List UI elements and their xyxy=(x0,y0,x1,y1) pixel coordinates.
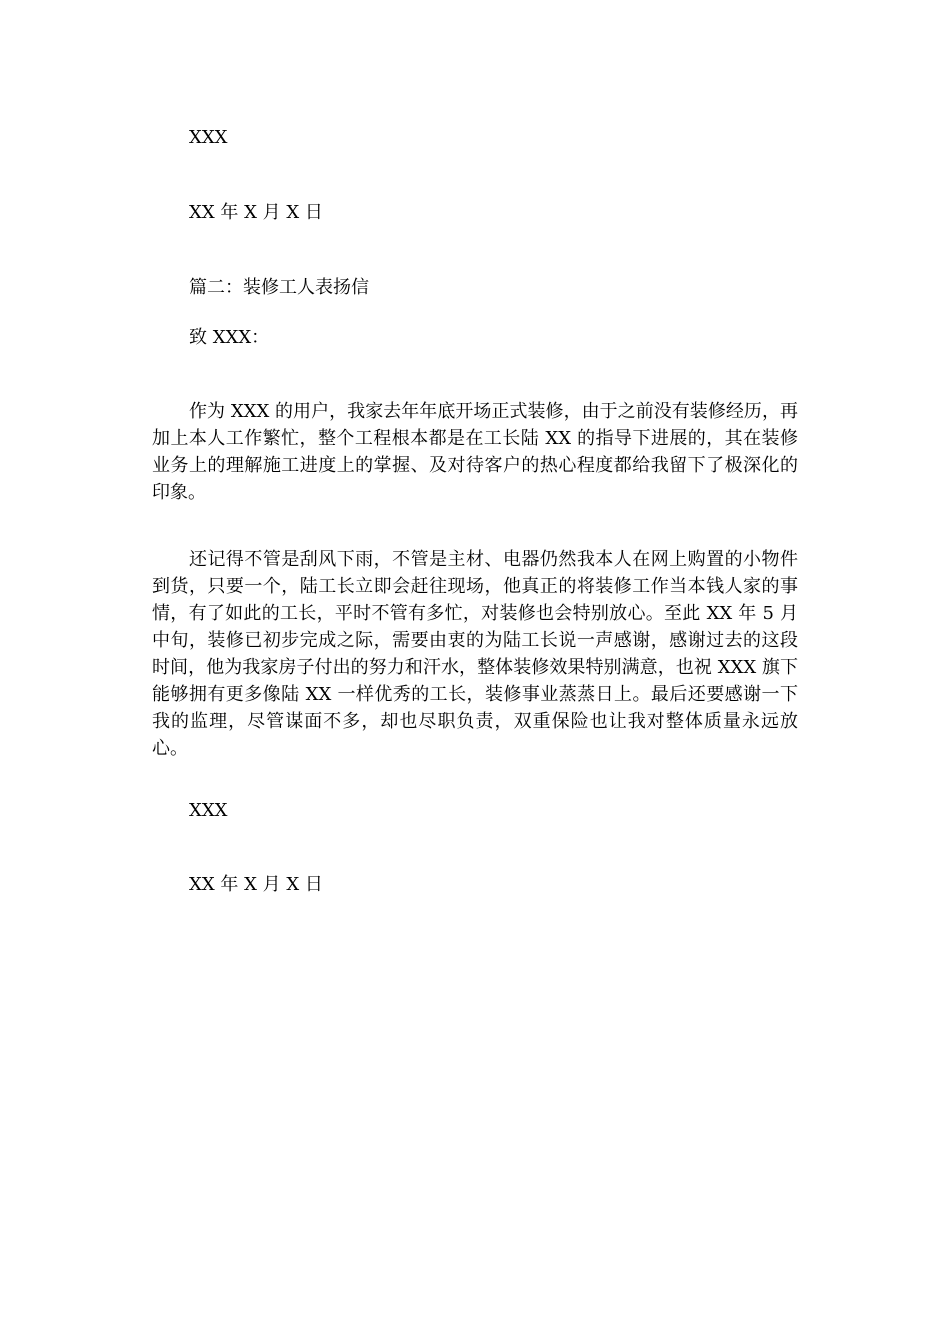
salutation: 致 XXX： xyxy=(189,327,270,348)
signature-top: XXX xyxy=(189,127,228,148)
date-top: XX 年 X 月 X 日 xyxy=(189,202,323,223)
signature-bottom: XXX xyxy=(189,800,228,821)
body-paragraph-1: 作为 XXX 的用户，我家去年年底开场正式装修，由于之前没有装修经历，再加上本人工作繁忙，整个工程根本都是在工长陆 XX 的指导下进展的，其在装修业务上的理解施工进度上的掌握、及对待客户的热心程度都给我留下了极深化的印象。 xyxy=(152,401,798,503)
date-bottom: XX 年 X 月 X 日 xyxy=(189,874,323,895)
body-paragraph-2: 还记得不管是刮风下雨，不管是主材、电器仍然我本人在网上购置的小物件到货，只要一个，陆工长立即会赶往现场，他真正的将装修工作当本钱人家的事情，有了如此的工长，平时不管有多忙，对装修也会特别放心。至此 XX 年 5 月中旬，装修已初步完成之际，需要由衷的为陆工长说一声感谢，感谢过去的这段时间，他为我家房子付出的努力和汗水，整体装修效果特别满意，也祝 XXX 旗下能够拥有更多像陆 XX 一样优秀的工长，装修事业蒸蒸日上。最后还要感谢一下我的监理，尽管谋面不多，却也尽职负责，双重保险也让我对整体质量永远放心。 xyxy=(152,549,798,759)
section-title: 篇二：装修工人表扬信 xyxy=(189,277,369,298)
